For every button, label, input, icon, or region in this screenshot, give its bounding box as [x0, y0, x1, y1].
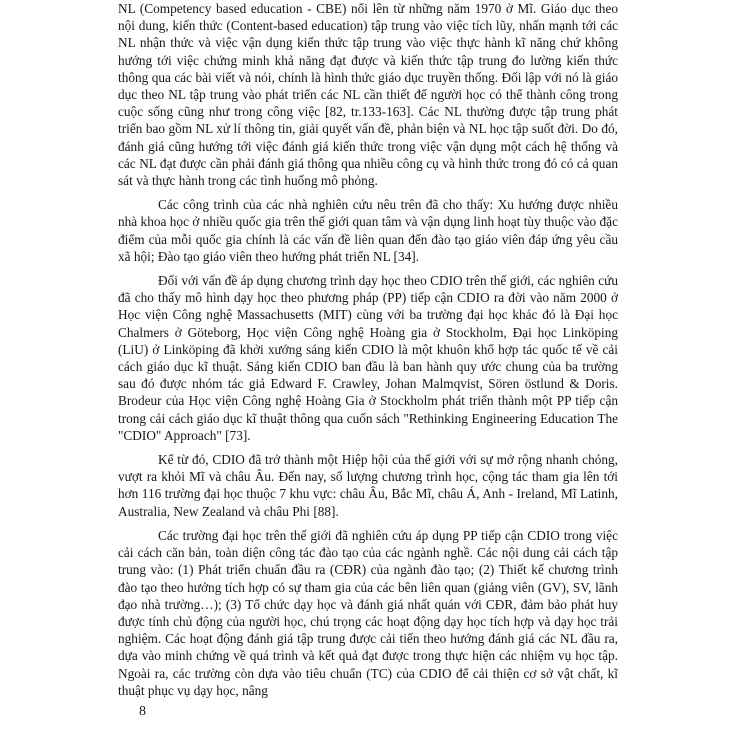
paragraph-cdio-origin: Đối với vấn đề áp dụng chương trình dạy học theo CDIO trên thế giới, các nghiên cứu đã cho thấy mô hình dạy học theo phương pháp (PP) tiếp cận CDIO ra đời vào năm 2000 ở Học viện Công nghệ Massachusetts (MIT) cùng với ba trường đại học khác đó là Đại học Chalmers ở Göteborg, Học viện Công nghệ Hoàng gia ở Stockholm, Đại học Linköping (LiU) ở Linköping đã khởi xướng sáng kiến CDIO là một khuôn khổ hợp tác quốc tế về cải cách giáo dục kĩ thuật. Sáng kiến CDIO ban đầu là ban hành quy ước chung của ba trường sau đó được nhóm tác giả Edward F. Crawley, Johan Malmqvist, Sören östlund & Doris. Brodeur của Học viện Công nghệ Hoàng Gia ở Stockholm phát triển thành một PP tiếp cận trong cải cách giáo dục kĩ thuật thông qua cuốn sách "Rethinking Engineering Education The "CDIO" Approach" [73]. — [118, 273, 618, 443]
document-page — [118, 0, 618, 699]
paragraph-cdio-reforms: Các trường đại học trên thế giới đã nghiên cứu áp dụng PP tiếp cận CDIO trong việc cải cách căn bản, toàn diện công tác đào tạo của các ngành nghề. Các nội dung cải cách tập trung vào: (1) Phát triển chuẩn đầu ra (CĐR) của ngành đào tạo; (2) Thiết kế chương trình đào tạo theo hướng tích hợp có sự tham gia của các bên liên quan (giảng viên (GV), SV, lãnh đạo nhà trường…); (3) Tổ chức dạy học và đánh giá nhất quán với CĐR, đảm bảo phát huy được tính chủ động của người học, chú trọng các hoạt động dạy học tích hợp và dạy học trải nghiệm. Các hoạt động đánh giá tập trung được cải tiến theo hướng đánh giá các NL đầu ra, dựa vào minh chứng về quá trình và kết quả đạt được trong thực hiện các nhiệm vụ học tập. Ngoài ra, các trường còn dựa vào tiêu chuẩn (TC) của CDIO để cải thiện cơ sở vật chất, kĩ thuật phục vụ dạy học, nâng — [118, 527, 618, 698]
paragraph-competency-based-education: NL (Competency based education - CBE) nổi lên từ những năm 1970 ở Mĩ. Giáo dục theo nội dung, kiến thức (Content-based education) tập trung vào việc tích lũy, nhấn mạnh tới các NL nhận thức và việc vận dụng kiến thức tập trung vào việc thực hành kĩ năng chứ không hướng tới việc chứng minh khả năng đạt được và kiến thức tập trung đo lường kiến thức thông qua các bài viết và nói, chính là hình thức giáo dục truyền thống. Đối lập với nó là giáo dục theo NL tập trung vào phát triển các NL cần thiết để người học có thể thành công trong cuộc sống cũng như trong công việc [82, tr.133-163]. Các NL thường được tập trung phát triển bao gồm NL xử lí thông tin, giải quyết vấn đề, phản biện và NL học tập suốt đời. Do đó, đánh giá cũng hướng tới việc đánh giá kiến thức trong việc vận dụng một cách hệ thống và các NL đạt được cần phải đánh giá thông qua nhiều công cụ và hình thức trong đó có cả quan sát và thực hành trong các tình huống mô phỏng. — [118, 1, 618, 189]
page-number: 8 — [139, 704, 146, 719]
paragraph-research-summary: Các công trình của các nhà nghiên cứu nêu trên đã cho thấy: Xu hướng được nhiều nhà khoa học ở nhiều quốc gia trên thế giới quan tâm và vận dụng linh hoạt tùy thuộc vào đặc điểm của mỗi quốc gia chính là các vấn đề liên quan đến đào tạo giáo viên đáp ứng yêu cầu xã hội; Đào tạo giáo viên theo hướng phát triển NL [34]. — [118, 197, 618, 264]
paragraph-cdio-expansion: Kể từ đó, CDIO đã trở thành một Hiệp hội của thế giới với sự mở rộng nhanh chóng, vượt ra khỏi Mĩ và châu Âu. Đến nay, số lượng chương trình học, cộng tác tham gia lên tới hơn 116 trường đại học thuộc 7 khu vực: châu Âu, Bắc Mĩ, châu Á, Anh - Ireland, Mĩ Latinh, Australia, New Zealand và châu Phi [88]. — [118, 452, 618, 519]
